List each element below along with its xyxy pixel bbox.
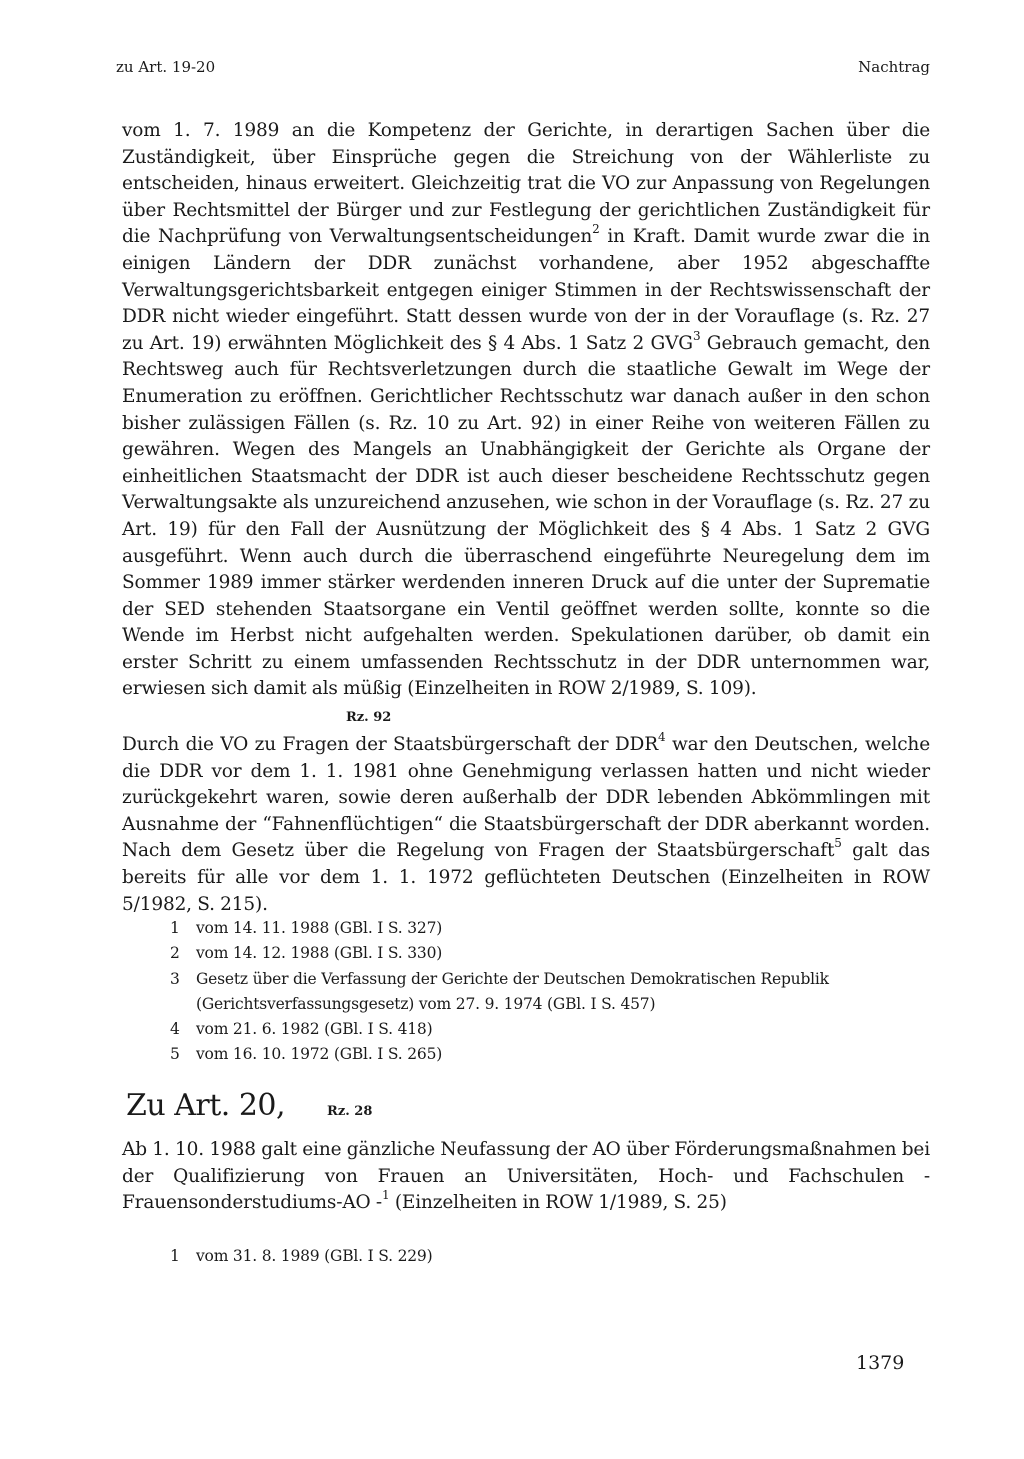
footnote-number: 3 bbox=[170, 969, 180, 988]
margin-number-label: Rz. 92 bbox=[346, 710, 392, 725]
footnote bbox=[170, 1017, 890, 1042]
text-run: vom 1. 7. 1989 an die Kompetenz der Gerichte, in derartigen Sachen über die Zuständigkeit, über Einsprüche gegen die Streichung von der Wählerliste zu entscheiden, hinaus erweitert. Gleichzeitig trat die VO zur Anpassung von Regelungen über Rechtsmittel der Bürger und zur Festlegung der gerichtlichen Zuständigkeit für die Nachprüfung von Verwaltungsentscheidungen bbox=[122, 120, 930, 248]
footnote bbox=[170, 916, 890, 941]
footnote-ref: 4 bbox=[658, 729, 666, 744]
footnote bbox=[170, 941, 890, 966]
footnote bbox=[170, 1244, 890, 1269]
footnotes-list bbox=[170, 1244, 890, 1269]
section-text-rz92 bbox=[122, 729, 931, 918]
footnote-text: Gesetz über die Verfassung der Gerichte der Deutschen Demokratischen Republik (Gerichtsverfassungsgesetz) vom 27. 9. 1974 (GBl. I S. 457) bbox=[196, 969, 829, 1013]
footnotes-list bbox=[170, 916, 890, 1068]
footnote-number: 5 bbox=[170, 1045, 180, 1064]
footnote-text: vom 14. 12. 1988 (GBl. I S. 330) bbox=[196, 944, 443, 963]
section-heading-row bbox=[126, 1088, 372, 1123]
section-heading: Zu Art. 20, bbox=[126, 1088, 286, 1123]
footnote-ref: 2 bbox=[592, 222, 600, 237]
page-number: 1379 bbox=[856, 1352, 905, 1374]
text-run: Gebrauch gemacht, den Rechtsweg auch für Rechtsverletzungen durch die staatliche Gewalt im Wege der Enumeration zu eröffnen. Gerichtlicher Rechtsschutz war danach außer in den schon bisher zulässigen Fällen (s. Rz. 10 zu Art. 92) in einer Reihe von weiteren Fällen zu gewähren. Wegen des Mangels an Unabhängigkeit der Gerichte als Organe der einheitlichen Staatsmacht der DDR ist auch dieser bescheidene Rechtsschutz gegen Verwaltungsakte als unzureichend anzusehen, wie schon in der Vorauflage (s. Rz. 27 zu Art. 19) für den Fall der Ausnützung der Möglichkeit des § 4 Abs. 1 Satz 2 GVG ausgeführt. Wenn auch durch die überraschend eingeführte Neuregelung dem im Sommer 1989 immer stärker werdenden inneren Druck auf die unter der Suprematie der SED stehenden Staatsorgane ein Ventil geöffnet werden sollte, konnte so die Wende im Herbst nicht aufgehalten werden. Spekulationen darüber, ob damit ein erster Schritt zu einem umfassenden Rechtsschutz in der DDR unternommen war, erwiesen sich damit als müßig (Einzelheiten in ROW 2/1989, S. 109). bbox=[122, 332, 931, 700]
footnote bbox=[170, 1042, 890, 1067]
footnote-text: vom 21. 6. 1982 (GBl. I S. 418) bbox=[196, 1020, 433, 1039]
footnote bbox=[170, 967, 890, 1018]
footnote-ref: 3 bbox=[692, 328, 701, 343]
paragraph bbox=[122, 729, 931, 918]
running-head bbox=[116, 58, 930, 76]
text-run: Ab 1. 10. 1988 galt eine gänzliche Neufassung der AO über Förderungsmaßnahmen bei der Qualifizierung von Frauen an Universitäten, Hoch- und Fachschulen - Frauensonderstudiums-AO - bbox=[122, 1139, 930, 1214]
footnote-ref: 1 bbox=[381, 1188, 390, 1203]
footnote-text: vom 14. 11. 1988 (GBl. I S. 327) bbox=[196, 919, 443, 937]
running-head-left: zu Art. 19-20 bbox=[116, 58, 216, 76]
paragraph bbox=[122, 1137, 930, 1217]
text-run: (Einzelheiten in ROW 1/1989, S. 25) bbox=[389, 1192, 727, 1214]
footnote-text: vom 31. 8. 1989 (GBl. I S. 229) bbox=[196, 1247, 433, 1265]
text-run: Durch die VO zu Fragen der Staatsbürgerschaft der DDR bbox=[122, 734, 658, 755]
heading-margin-number: Rz. 28 bbox=[327, 1104, 373, 1119]
footnote-ref: 5 bbox=[834, 836, 842, 851]
footnote-text: vom 16. 10. 1972 (GBl. I S. 265) bbox=[196, 1045, 443, 1064]
section-text-art20 bbox=[122, 1137, 930, 1217]
running-head-right: Nachtrag bbox=[858, 58, 930, 76]
section-text-art19 bbox=[122, 118, 930, 703]
footnote-number: 1 bbox=[170, 1247, 180, 1265]
text-run: galt das bereits für alle vor dem 1. 1. 1972 geflüchteten Deutschen (Einzelheiten in ROW 5/1982, S. 215). bbox=[122, 840, 931, 915]
footnote-number: 4 bbox=[170, 1020, 180, 1039]
paragraph bbox=[122, 118, 930, 703]
footnote-number: 2 bbox=[170, 944, 180, 963]
text-run: war den Deutschen, welche die DDR vor dem 1. 1. 1981 ohne Genehmigung verlassen hatten und nicht wieder zurückgekehrt waren, sowie deren außerhalb der DDR lebenden Abkömmlingen mit Ausnahme der “Fahnenflüchtigen“ die Staatsbürgerschaft der DDR aberkannt worden. Nach dem Gesetz über die Regelung von Fragen der Staatsbürgerschaft bbox=[122, 734, 930, 862]
footnote-number: 1 bbox=[170, 919, 180, 937]
text-run: in Kraft. Damit wurde zwar die in einigen Ländern der DDR zunächst vorhandene, aber 1952 abgeschaffte Verwaltungsgerichtsbarkeit entgegen einiger Stimmen in der Rechtswissenschaft der DDR nicht wieder eingeführt. Statt dessen wurde von der in der Vorauflage (s. Rz. 27 zu Art. 19) erwähnten Möglichkeit des § 4 Abs. 1 Satz 2 GVG bbox=[122, 226, 930, 354]
